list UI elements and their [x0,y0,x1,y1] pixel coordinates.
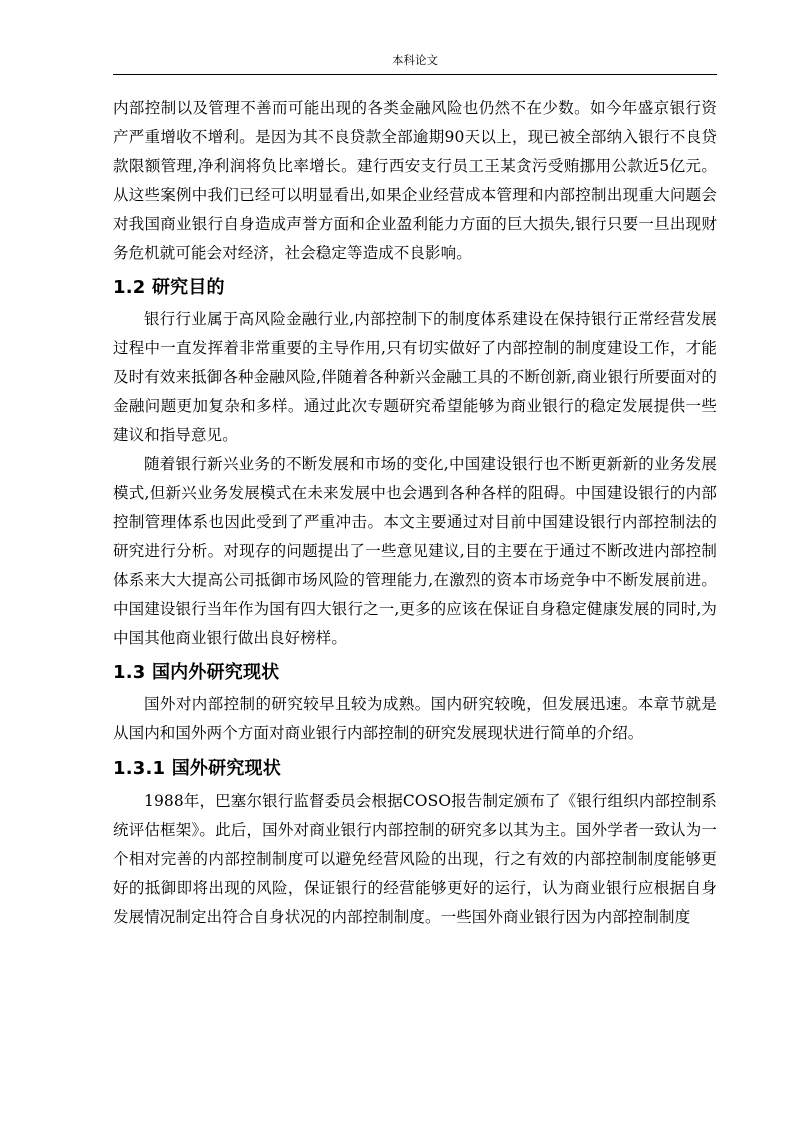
section-heading-1-3-1: 1.3.1 国外研究现状 [113,758,281,779]
paragraph-intro: 内部控制以及管理不善而可能出现的各类金融风险也仍然不在少数。如今年盛京银行资产严重增收不增利。是因为其不良贷款全部逾期90天以上，现已被全部纳入银行不良贷款限额管理,净利润将负比率增长。建行西安支行员工王某贪污受贿挪用公款近5亿元。从这些案例中我们已经可以明显看出,如果企业经营成本管理和内部控制出现重大问题会对我国商业银行自身造成声誉方面和企业盈利能力方面的巨大损失,银行只要一旦出现财务危机就可能会对经济，社会稳定等造成不良影响。 [113,99,717,262]
document-body [113,94,717,932]
header-title: 本科论文 [392,53,438,67]
paragraph-1-3-1: 1988年，巴塞尔银行监督委员会根据COSO报告制定颁布了《银行组织内部控制系统评估框架》。此后，国外对商业银行内部控制的研究多以其为主。国外学者一致认为一个相对完善的内部控制制度可以避免经营风险的出现，行之有效的内部控制制度能够更好的抵御即将出现的风险，保证银行的经营能够更好的运行，认为商业银行应根据自身发展情况制定出符合自身状况的内部控制制度。一些国外商业银行因为内部控制制度 [113,792,717,926]
paragraph-1-2-b: 随着银行新兴业务的不断发展和市场的变化,中国建设银行也不断更新新的业务发展模式,但新兴业务发展模式在未来发展中也会遇到各种各样的阻碍。中国建设银行的内部控制管理体系也因此受到了严重冲击。本文主要通过对目前中国建设银行内部控制法的研究进行分析。对现存的问题提出了一些意见建议,目的主要在于通过不断改进内部控制体系来大大提高公司抵御市场风险的管理能力,在激烈的资本市场竞争中不断发展前进。中国建设银行当年作为国有四大银行之一,更多的应该在保证自身稳定健康发展的同时,为中国其他商业银行做出良好榜样。 [113,455,717,647]
page-header [113,52,717,75]
paragraph-1-3: 国外对内部控制的研究较早且较为成熟。国内研究较晚，但发展迅速。本章节就是从国内和国外两个方面对商业银行内部控制的研究发展现状进行简单的介绍。 [113,695,717,742]
section-heading-1-3: 1.3 国内外研究现状 [113,662,280,683]
paragraph-1-2-a: 银行行业属于高风险金融行业,内部控制下的制度体系建设在保持银行正常经营发展过程中一直发挥着非常重要的主导作用,只有切实做好了内部控制的制度建设工作，才能及时有效来抵御各种金融风险,伴随着各种新兴金融工具的不断创新,商业银行所要面对的金融问题更加复杂和多样。通过此次专题研究希望能够为商业银行的稳定发展提供一些建议和指导意见。 [113,310,717,444]
section-heading-1-2: 1.2 研究目的 [113,277,225,298]
